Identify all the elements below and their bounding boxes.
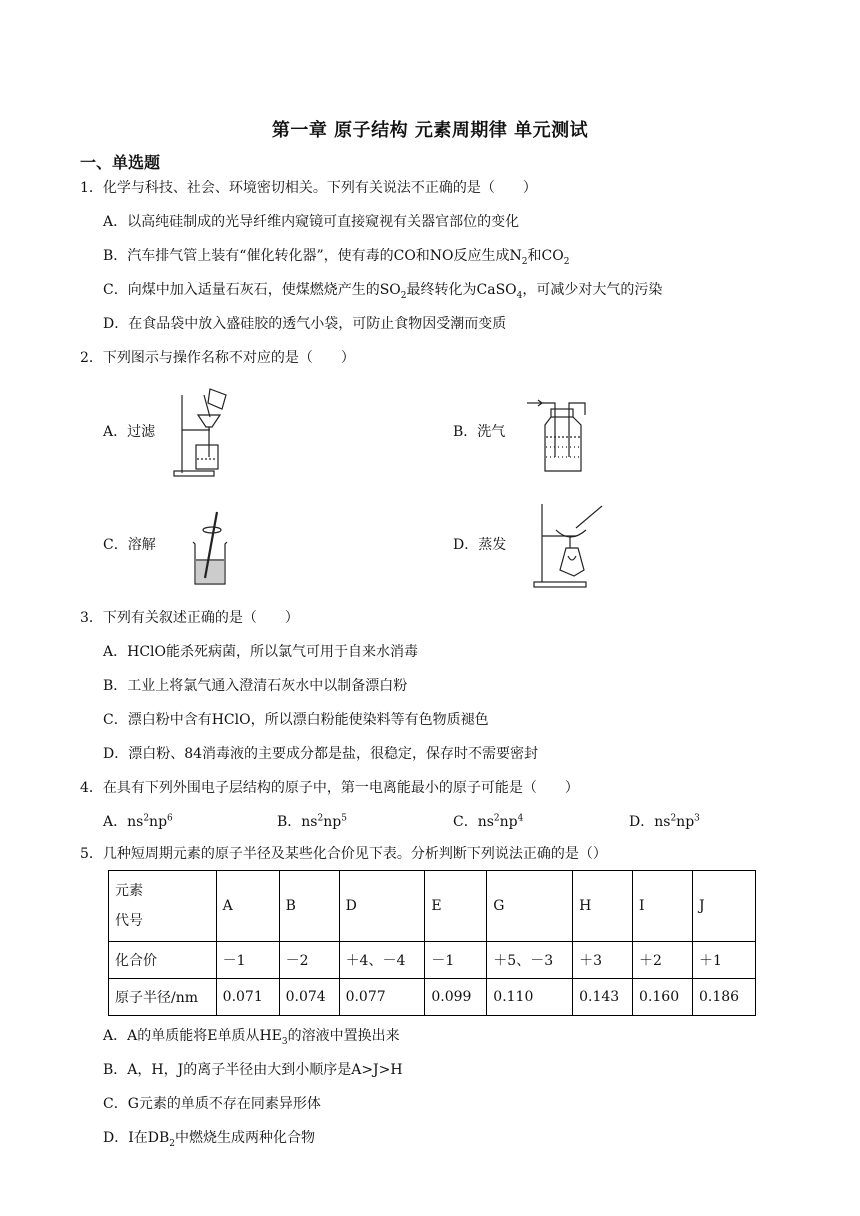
table-cell: ＋5、－3 <box>487 942 573 979</box>
question-4-option-b: B．$ns^2np^5$ <box>277 813 347 830</box>
table-cell: H <box>573 871 633 942</box>
question-2-option-a: A．过滤 <box>103 424 156 440</box>
table-cell: E <box>425 871 487 942</box>
question-1-option-b: B．汽车排气管上装有“催化转化器”，使有毒的CO和NO反应生成$N_2$和$CO_2$ <box>103 248 570 267</box>
table-cell: J <box>693 871 756 942</box>
table-header-cell: 元素 代号 <box>109 871 217 942</box>
question-2-stem: 2．下列图示与操作名称不对应的是（ ） <box>80 350 355 366</box>
question-3-option-b: B．工业上将氯气通入澄清石灰水中以制备漂白粉 <box>103 678 408 694</box>
table-cell: ＋2 <box>633 942 693 979</box>
gas-washing-bottle-figure <box>525 395 595 475</box>
question-4-option-a: A．$ns^2np^6$ <box>103 813 173 830</box>
question-1-option-a: A．以高纯硅制成的光导纤维内窥镜可直接窥视有关器官部位的变化 <box>103 214 520 230</box>
table-cell: 0.077 <box>339 979 425 1016</box>
table-cell: D <box>339 871 425 942</box>
table-cell: 0.110 <box>487 979 573 1016</box>
question-3-option-d: D．漂白粉、84消毒液的主要成分都是盐，很稳定，保存时不需要密封 <box>103 746 539 762</box>
question-5-option-d: D．I在$DB_2$中燃烧生成两种化合物 <box>103 1130 316 1149</box>
table-cell: 0.143 <box>573 979 633 1016</box>
question-3-option-a: A．HClO能杀死病菌，所以氯气可用于自来水消毒 <box>103 644 418 660</box>
table-row-label: 原子半径/nm <box>109 979 217 1016</box>
table-cell: 0.071 <box>216 979 279 1016</box>
table-cell: 0.099 <box>425 979 487 1016</box>
question-5-stem: 5．几种短周期元素的原子半径及某些化合价见下表。分析判断下列说法正确的是（） <box>80 846 607 862</box>
question-4-option-c: C．$ns^2np^4$ <box>453 813 524 830</box>
question-3-option-c: C．漂白粉中含有HClO，所以漂白粉能使染料等有色物质褪色 <box>103 712 489 728</box>
evaporation-apparatus-figure <box>530 500 610 590</box>
table-cell: 0.160 <box>633 979 693 1016</box>
element-data-table <box>108 870 756 1016</box>
section-heading: 一、单选题 <box>80 153 161 172</box>
table-cell: G <box>487 871 573 942</box>
question-2-option-d: D．蒸发 <box>453 537 507 553</box>
question-5-option-b: B．A，H，J的离子半径由大到小顺序是A>J>H <box>103 1062 403 1078</box>
question-1-stem: 1．化学与科技、社会、环境密切相关。下列有关说法不正确的是（ ） <box>80 180 537 196</box>
question-5-option-a: A．A的单质能将E单质从$HE_3$的溶液中置换出来 <box>103 1028 400 1047</box>
filtration-apparatus-figure <box>170 385 240 480</box>
table-cell: ＋3 <box>573 942 633 979</box>
table-cell: －1 <box>216 942 279 979</box>
question-5-option-c: C．G元素的单质不存在同素异形体 <box>103 1096 321 1112</box>
table-cell: －2 <box>279 942 339 979</box>
dissolving-beaker-figure <box>185 508 235 588</box>
table-cell: A <box>216 871 279 942</box>
question-1-option-c: C．向煤中加入适量石灰石，使煤燃烧产生的$SO_2$最终转化为CaSO$_4$，可减少对大气的污染 <box>103 282 663 301</box>
question-4-option-d: D．$ns^2np^3$ <box>629 813 700 830</box>
question-1-option-d: D．在食品袋中放入盛硅胶的透气小袋，可防止食物因受潮而变质 <box>103 316 507 332</box>
question-3-stem: 3．下列有关叙述正确的是（ ） <box>80 610 299 626</box>
table-cell: －1 <box>425 942 487 979</box>
question-4-stem: 4．在具有下列外围电子层结构的原子中，第一电离能最小的原子可能是（ ） <box>80 780 579 796</box>
question-2-option-b: B．洗气 <box>453 424 506 440</box>
table-cell: 0.074 <box>279 979 339 1016</box>
table-cell: I <box>633 871 693 942</box>
table-cell: ＋1 <box>693 942 756 979</box>
table-cell: ＋4、－4 <box>339 942 425 979</box>
table-cell: 0.186 <box>693 979 756 1016</box>
table-row-label: 化合价 <box>109 942 217 979</box>
table-cell: B <box>279 871 339 942</box>
page-title: 第一章 原子结构 元素周期律 单元测试 <box>271 120 589 141</box>
question-2-option-c: C．溶解 <box>103 537 156 553</box>
